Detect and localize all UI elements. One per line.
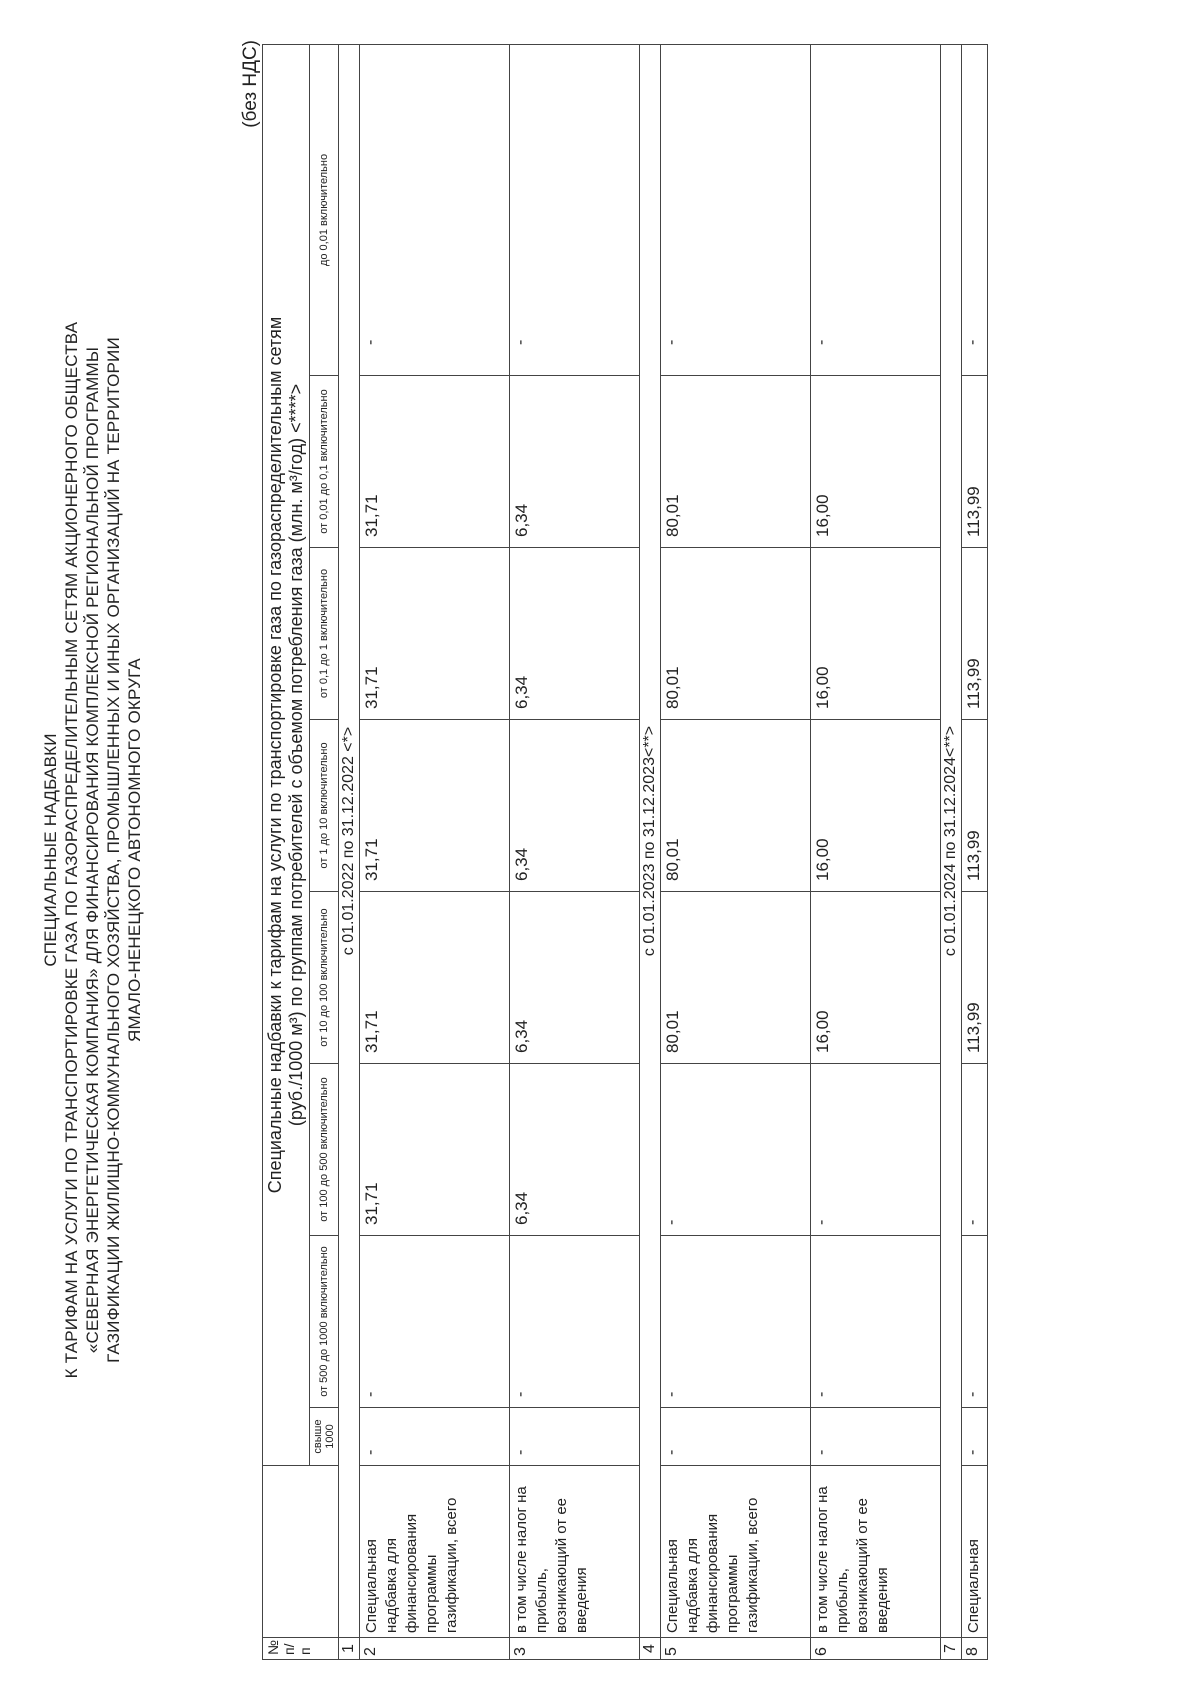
value-cell: 16,00 [811, 548, 941, 720]
value-cell: 6,34 [510, 376, 640, 548]
row-number: 5 [661, 1638, 811, 1660]
value-cell: - [811, 1408, 941, 1466]
doc-subtitle-line-2: «СЕВЕРНАЯ ЭНЕРГЕТИЧЕСКАЯ КОМПАНИЯ» ДЛЯ ФИНАНСИРОВАНИЯ КОМПЛЕКСНОЙ РЕГИОНАЛЬНОЙ ПРОГРАММЫ [83, 346, 102, 1354]
value-cell: - [510, 1236, 640, 1408]
table-row [962, 44, 988, 1659]
value-cell: - [962, 44, 988, 375]
value-cell: 16,00 [811, 892, 941, 1064]
col-no-header: № п/п [263, 1638, 339, 1660]
value-cell: - [510, 44, 640, 375]
value-cell: 16,00 [811, 376, 941, 548]
value-cell: - [962, 1408, 988, 1466]
row-label: Специальная надбавка для финансирования программы газификации, всего [360, 1466, 510, 1638]
row-label: в том числе налог на прибыль, возникающий от ее введения [510, 1466, 640, 1638]
row-number: 6 [811, 1638, 941, 1660]
table-row [360, 44, 510, 1659]
row-number: 2 [360, 1638, 510, 1660]
row-number: 4 [640, 1638, 661, 1660]
row-number: 3 [510, 1638, 640, 1660]
row-number: 1 [339, 1638, 360, 1660]
value-cell: - [962, 1064, 988, 1236]
subheader-cell: от 0,1 до 1 включительно [310, 548, 339, 720]
vat-note: (без НДС) [240, 40, 261, 128]
value-cell: 31,71 [360, 376, 510, 548]
value-cell: 31,71 [360, 720, 510, 892]
value-cell: - [811, 1236, 941, 1408]
subheader-cell: от 10 до 100 включительно [310, 892, 339, 1064]
value-cell: 16,00 [811, 720, 941, 892]
value-cell: - [360, 1408, 510, 1466]
value-cell: 80,01 [661, 892, 811, 1064]
value-cell: - [811, 1064, 941, 1236]
value-cell: 6,34 [510, 892, 640, 1064]
subheader-cell: от 1 до 10 включительно [310, 720, 339, 892]
doc-title: СПЕЦИАЛЬНЫЕ НАДБАВКИ [41, 733, 60, 967]
table-row [510, 44, 640, 1659]
surcharge-table [262, 44, 988, 1660]
period-row [640, 44, 661, 1659]
table-row [661, 44, 811, 1659]
doc-subtitle-line-3: ГАЗИФИКАЦИИ ЖИЛИЩНО-КОММУНАЛЬНОГО ХОЗЯЙСТВА, ПРОМЫШЛЕННЫХ И ИНЫХ ОРГАНИЗАЦИЙ НА ТЕРРИТОРИИ [104, 337, 123, 1363]
value-cell: - [360, 1236, 510, 1408]
group-header-2: (руб./1000 м³) по группам потребителей с объемом потребления газа (млн. м³/год) <****> [286, 44, 310, 1465]
doc-subtitle-line-1: К ТАРИФАМ НА УСЛУГИ ПО ТРАНСПОРТИРОВКЕ ГАЗА ПО ГАЗОРАСПРЕДЕЛИТЕЛЬНЫМ СЕТЯМ АКЦИОНЕРНОГО ОБЩЕСТВА [62, 321, 81, 1379]
col-label-header [263, 1466, 339, 1638]
subheader-cell: свыше 1000 [310, 1408, 339, 1466]
value-cell: 113,99 [962, 720, 988, 892]
table-row [811, 44, 941, 1659]
row-label: в том числе налог на прибыль, возникающий от ее введения [811, 1466, 941, 1638]
subheader-cell: от 100 до 500 включительно [310, 1064, 339, 1236]
value-cell: 6,34 [510, 1064, 640, 1236]
row-number: 8 [962, 1638, 988, 1660]
row-label: Специальная надбавка для финансирования программы газификации, всего [661, 1466, 811, 1638]
value-cell: 31,71 [360, 1064, 510, 1236]
value-cell: 80,01 [661, 720, 811, 892]
value-cell: - [661, 1236, 811, 1408]
period-label: с 01.01.2023 по 31.12.2023<**> [640, 44, 661, 1637]
subheader-cell: от 0,01 до 0,1 включительно [310, 376, 339, 548]
period-label: с 01.01.2024 по 31.12.2024<**> [941, 44, 962, 1637]
value-cell: 31,71 [360, 548, 510, 720]
value-cell: 80,01 [661, 548, 811, 720]
subheader-cell: от 500 до 1000 включительно [310, 1236, 339, 1408]
value-cell: 80,01 [661, 376, 811, 548]
value-cell: 113,99 [962, 548, 988, 720]
value-cell: 6,34 [510, 720, 640, 892]
doc-subtitle-line-4: ЯМАЛО-НЕНЕЦКОГО АВТОНОМНОГО ОКРУГА [125, 658, 144, 1042]
row-label: Специальная [962, 1466, 988, 1638]
value-cell: - [360, 44, 510, 375]
value-cell: - [661, 1064, 811, 1236]
value-cell: - [962, 1236, 988, 1408]
period-row [339, 44, 360, 1659]
value-cell: - [811, 44, 941, 375]
value-cell: 31,71 [360, 892, 510, 1064]
period-label: с 01.01.2022 по 31.12.2022 <*> [339, 44, 360, 1637]
group-header-1: Специальные надбавки к тарифам на услуги по транспортировке газа по газораспределительным сетям [263, 44, 287, 1465]
value-cell: - [661, 1408, 811, 1466]
value-cell: 113,99 [962, 376, 988, 548]
value-cell: - [510, 1408, 640, 1466]
subheader-cell: до 0,01 включительно [310, 44, 339, 375]
value-cell: 113,99 [962, 892, 988, 1064]
value-cell: 6,34 [510, 548, 640, 720]
value-cell: - [661, 44, 811, 375]
period-row [941, 44, 962, 1659]
row-number: 7 [941, 1638, 962, 1660]
